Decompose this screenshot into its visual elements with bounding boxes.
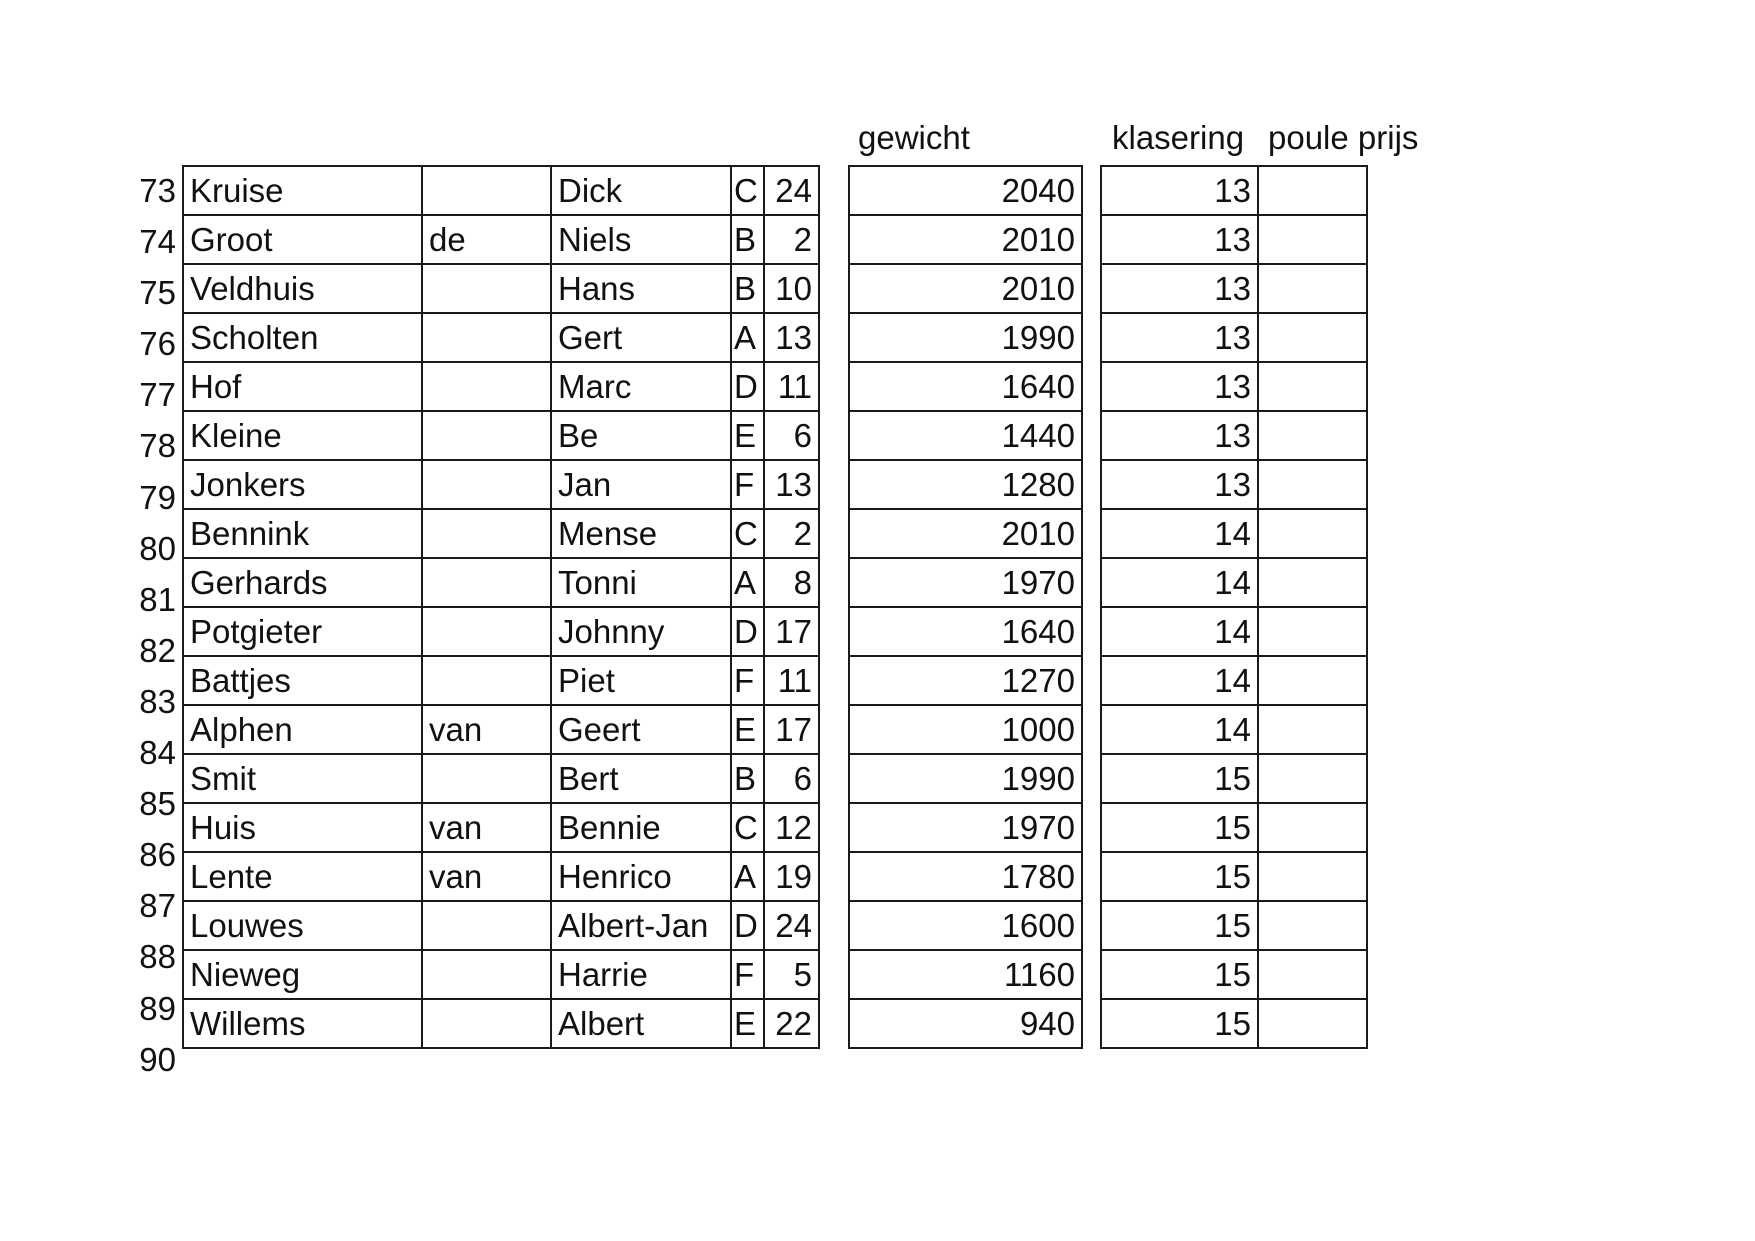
table-row [849, 754, 1082, 803]
table-row [183, 803, 819, 852]
cell-klasering[interactable]: 13 [1101, 460, 1258, 509]
table-row [849, 803, 1082, 852]
cell-poule-prijs[interactable] [1258, 509, 1367, 558]
table-row [849, 852, 1082, 901]
table-row [1101, 558, 1367, 607]
cell-nummer[interactable]: 6 [764, 411, 819, 460]
cell-gewicht[interactable]: 2010 [849, 264, 1082, 313]
table-row [1101, 166, 1367, 215]
cell-tussenvoegsel[interactable] [422, 411, 551, 460]
cell-achternaam[interactable]: Potgieter [183, 607, 422, 656]
row-number: 75 [139, 274, 176, 312]
cell-poule-prijs[interactable] [1258, 950, 1367, 999]
table-row [849, 950, 1082, 999]
cell-poule[interactable]: D [731, 362, 764, 411]
row-number: 88 [139, 938, 176, 976]
table-row [183, 460, 819, 509]
cell-voornaam[interactable]: Henrico [551, 852, 731, 901]
cell-voornaam[interactable]: Geert [551, 705, 731, 754]
cell-gewicht[interactable]: 1640 [849, 607, 1082, 656]
table-row [1101, 705, 1367, 754]
cell-achternaam[interactable]: Smit [183, 754, 422, 803]
row-number: 73 [139, 172, 176, 209]
table-row [1101, 264, 1367, 313]
cell-achternaam[interactable]: Alphen [183, 705, 422, 754]
cell-gewicht[interactable]: 1600 [849, 901, 1082, 950]
cell-poule[interactable]: A [731, 852, 764, 901]
table-row [849, 901, 1082, 950]
table-row [183, 852, 819, 901]
cell-klasering[interactable]: 15 [1101, 950, 1258, 999]
cell-gewicht[interactable]: 1970 [849, 803, 1082, 852]
cell-poule[interactable]: A [731, 313, 764, 362]
cell-poule-prijs[interactable] [1258, 460, 1367, 509]
cell-voornaam[interactable]: Mense [551, 509, 731, 558]
cell-gewicht[interactable]: 940 [849, 999, 1082, 1048]
cell-nummer[interactable]: 22 [764, 999, 819, 1048]
cell-voornaam[interactable]: Niels [551, 215, 731, 264]
cell-tussenvoegsel[interactable] [422, 999, 551, 1048]
cell-tussenvoegsel[interactable] [422, 460, 551, 509]
table-row [849, 264, 1082, 313]
cell-nummer[interactable]: 11 [764, 656, 819, 705]
cell-nummer[interactable]: 2 [764, 215, 819, 264]
cell-tussenvoegsel[interactable] [422, 950, 551, 999]
cell-poule[interactable]: D [731, 607, 764, 656]
cell-tussenvoegsel[interactable]: van [422, 705, 551, 754]
cell-gewicht[interactable]: 2010 [849, 509, 1082, 558]
cell-tussenvoegsel[interactable] [422, 264, 551, 313]
cell-nummer[interactable]: 8 [764, 558, 819, 607]
cell-poule-prijs[interactable] [1258, 901, 1367, 950]
row-number: 82 [139, 631, 176, 669]
cell-nummer[interactable]: 13 [764, 313, 819, 362]
cell-poule-prijs[interactable] [1258, 362, 1367, 411]
cell-nummer[interactable]: 19 [764, 852, 819, 901]
cell-nummer[interactable]: 17 [764, 607, 819, 656]
cell-poule[interactable]: C [731, 509, 764, 558]
cell-nummer[interactable]: 10 [764, 264, 819, 313]
cell-achternaam[interactable]: Lente [183, 852, 422, 901]
row-number: 84 [139, 734, 176, 772]
cell-tussenvoegsel[interactable] [422, 362, 551, 411]
cell-poule-prijs[interactable] [1258, 215, 1367, 264]
table-row [1101, 999, 1367, 1048]
table-row [183, 509, 819, 558]
table-row [1101, 607, 1367, 656]
cell-klasering[interactable]: 14 [1101, 509, 1258, 558]
cell-achternaam[interactable]: Veldhuis [183, 264, 422, 313]
cell-tussenvoegsel[interactable] [422, 754, 551, 803]
cell-poule-prijs[interactable] [1258, 411, 1367, 460]
cell-poule-prijs[interactable] [1258, 264, 1367, 313]
table-row [849, 313, 1082, 362]
cell-voornaam[interactable]: Johnny [551, 607, 731, 656]
cell-gewicht[interactable]: 1970 [849, 558, 1082, 607]
cell-gewicht[interactable]: 2040 [849, 166, 1082, 215]
cell-klasering[interactable]: 14 [1101, 705, 1258, 754]
cell-poule[interactable]: B [731, 215, 764, 264]
cell-tussenvoegsel[interactable]: van [422, 803, 551, 852]
cell-klasering[interactable]: 15 [1101, 901, 1258, 950]
table-row [183, 215, 819, 264]
table-row [849, 558, 1082, 607]
cell-poule-prijs[interactable] [1258, 754, 1367, 803]
cell-poule-prijs[interactable] [1258, 705, 1367, 754]
cell-poule[interactable]: D [731, 901, 764, 950]
table-row [849, 411, 1082, 460]
ranking-table [1100, 165, 1368, 1049]
table-row [1101, 754, 1367, 803]
cell-nummer[interactable]: 24 [764, 166, 819, 215]
cell-gewicht[interactable]: 1000 [849, 705, 1082, 754]
cell-gewicht[interactable]: 1440 [849, 411, 1082, 460]
cell-poule-prijs[interactable] [1258, 803, 1367, 852]
row-number: 80 [139, 529, 176, 567]
cell-gewicht[interactable]: 1270 [849, 656, 1082, 705]
cell-nummer[interactable]: 6 [764, 754, 819, 803]
table-row [849, 166, 1082, 215]
cell-klasering[interactable]: 13 [1101, 313, 1258, 362]
table-row [849, 705, 1082, 754]
row-number: 78 [139, 427, 176, 465]
cell-achternaam[interactable]: Groot [183, 215, 422, 264]
cell-tussenvoegsel[interactable] [422, 656, 551, 705]
header-gewicht: gewicht [858, 119, 970, 156]
weight-table [848, 165, 1083, 1049]
table-row [183, 362, 819, 411]
cell-tussenvoegsel[interactable] [422, 558, 551, 607]
cell-voornaam[interactable]: Gert [551, 313, 731, 362]
cell-tussenvoegsel[interactable] [422, 901, 551, 950]
row-numbers-column [118, 165, 178, 1085]
cell-klasering[interactable]: 14 [1101, 558, 1258, 607]
table-row [1101, 852, 1367, 901]
row-number: 81 [139, 580, 176, 618]
participants-table [182, 165, 820, 1049]
table-row [183, 313, 819, 362]
table-row [849, 460, 1082, 509]
cell-poule[interactable]: C [731, 803, 764, 852]
cell-nummer[interactable]: 11 [764, 362, 819, 411]
cell-poule[interactable]: E [731, 411, 764, 460]
cell-achternaam[interactable]: Gerhards [183, 558, 422, 607]
cell-achternaam[interactable]: Huis [183, 803, 422, 852]
table-row [183, 901, 819, 950]
row-number: 83 [139, 682, 176, 720]
cell-gewicht[interactable]: 1160 [849, 950, 1082, 999]
cell-klasering[interactable]: 14 [1101, 607, 1258, 656]
row-number: 86 [139, 836, 176, 874]
cell-poule[interactable]: A [731, 558, 764, 607]
cell-poule[interactable]: B [731, 264, 764, 313]
cell-gewicht[interactable]: 1780 [849, 852, 1082, 901]
cell-nummer[interactable]: 13 [764, 460, 819, 509]
cell-poule-prijs[interactable] [1258, 999, 1367, 1048]
cell-gewicht[interactable]: 1280 [849, 460, 1082, 509]
cell-poule[interactable]: F [731, 950, 764, 999]
cell-klasering[interactable]: 13 [1101, 215, 1258, 264]
table-row [183, 411, 819, 460]
table-row [183, 656, 819, 705]
table-row [1101, 215, 1367, 264]
table-row [1101, 901, 1367, 950]
row-number: 85 [139, 785, 176, 823]
table-row [849, 607, 1082, 656]
cell-voornaam[interactable]: Marc [551, 362, 731, 411]
row-number: 89 [139, 989, 176, 1027]
cell-achternaam[interactable]: Nieweg [183, 950, 422, 999]
cell-voornaam[interactable]: Albert [551, 999, 731, 1048]
table-row [1101, 656, 1367, 705]
cell-achternaam[interactable]: Scholten [183, 313, 422, 362]
table-row [1101, 950, 1367, 999]
cell-voornaam[interactable]: Hans [551, 264, 731, 313]
table-row [183, 166, 819, 215]
cell-achternaam[interactable]: Willems [183, 999, 422, 1048]
cell-klasering[interactable]: 14 [1101, 656, 1258, 705]
cell-nummer[interactable]: 2 [764, 509, 819, 558]
cell-klasering[interactable]: 13 [1101, 362, 1258, 411]
row-number: 74 [139, 223, 176, 261]
cell-achternaam[interactable]: Kruise [183, 166, 422, 215]
cell-achternaam[interactable]: Bennink [183, 509, 422, 558]
cell-nummer[interactable]: 5 [764, 950, 819, 999]
cell-voornaam[interactable]: Harrie [551, 950, 731, 999]
table-row [849, 362, 1082, 411]
cell-poule-prijs[interactable] [1258, 313, 1367, 362]
cell-nummer[interactable]: 24 [764, 901, 819, 950]
cell-klasering[interactable]: 15 [1101, 754, 1258, 803]
table-row [1101, 411, 1367, 460]
cell-voornaam[interactable]: Piet [551, 656, 731, 705]
cell-gewicht[interactable]: 2010 [849, 215, 1082, 264]
cell-klasering[interactable]: 15 [1101, 803, 1258, 852]
cell-voornaam[interactable]: Bert [551, 754, 731, 803]
table-row [1101, 509, 1367, 558]
table-row [849, 999, 1082, 1048]
cell-achternaam[interactable]: Hof [183, 362, 422, 411]
table-row [183, 607, 819, 656]
cell-klasering[interactable]: 15 [1101, 852, 1258, 901]
cell-poule[interactable]: F [731, 656, 764, 705]
table-row [1101, 362, 1367, 411]
cell-gewicht[interactable]: 1640 [849, 362, 1082, 411]
table-row [183, 999, 819, 1048]
header-poule-prijs: poule prijs [1268, 119, 1419, 156]
cell-poule-prijs[interactable] [1258, 852, 1367, 901]
table-row [183, 264, 819, 313]
cell-nummer[interactable]: 12 [764, 803, 819, 852]
cell-voornaam[interactable]: Dick [551, 166, 731, 215]
cell-tussenvoegsel[interactable] [422, 313, 551, 362]
cell-poule-prijs[interactable] [1258, 558, 1367, 607]
cell-klasering[interactable]: 13 [1101, 166, 1258, 215]
table-row [1101, 460, 1367, 509]
header-klasering: klasering [1112, 119, 1245, 156]
table-row [1101, 313, 1367, 362]
cell-klasering[interactable]: 13 [1101, 411, 1258, 460]
cell-voornaam[interactable]: Albert-Jan [551, 901, 731, 950]
row-number: 79 [139, 478, 176, 516]
table-row [183, 754, 819, 803]
cell-voornaam[interactable]: Bennie [551, 803, 731, 852]
table-row [183, 558, 819, 607]
table-row [183, 950, 819, 999]
row-number: 87 [139, 887, 176, 925]
cell-voornaam[interactable]: Tonni [551, 558, 731, 607]
cell-poule[interactable]: E [731, 999, 764, 1048]
cell-achternaam[interactable]: Louwes [183, 901, 422, 950]
cell-nummer[interactable]: 17 [764, 705, 819, 754]
cell-achternaam[interactable]: Battjes [183, 656, 422, 705]
cell-poule-prijs[interactable] [1258, 166, 1367, 215]
table-row [849, 509, 1082, 558]
cell-voornaam[interactable]: Jan [551, 460, 731, 509]
cell-poule[interactable]: C [731, 166, 764, 215]
cell-poule[interactable]: B [731, 754, 764, 803]
row-number: 90 [139, 1040, 176, 1078]
cell-tussenvoegsel[interactable]: van [422, 852, 551, 901]
cell-tussenvoegsel[interactable] [422, 509, 551, 558]
cell-tussenvoegsel[interactable]: de [422, 215, 551, 264]
cell-voornaam[interactable]: Be [551, 411, 731, 460]
cell-gewicht[interactable]: 1990 [849, 754, 1082, 803]
cell-tussenvoegsel[interactable] [422, 166, 551, 215]
cell-achternaam[interactable]: Kleine [183, 411, 422, 460]
cell-poule-prijs[interactable] [1258, 656, 1367, 705]
cell-tussenvoegsel[interactable] [422, 607, 551, 656]
table-row [849, 215, 1082, 264]
table-row [183, 705, 819, 754]
table-row [849, 656, 1082, 705]
row-number: 77 [139, 376, 176, 414]
cell-poule[interactable]: E [731, 705, 764, 754]
table-row [1101, 803, 1367, 852]
row-number: 76 [139, 325, 176, 363]
cell-poule-prijs[interactable] [1258, 607, 1367, 656]
cell-gewicht[interactable]: 1990 [849, 313, 1082, 362]
cell-poule[interactable]: F [731, 460, 764, 509]
cell-klasering[interactable]: 15 [1101, 999, 1258, 1048]
cell-achternaam[interactable]: Jonkers [183, 460, 422, 509]
cell-klasering[interactable]: 13 [1101, 264, 1258, 313]
